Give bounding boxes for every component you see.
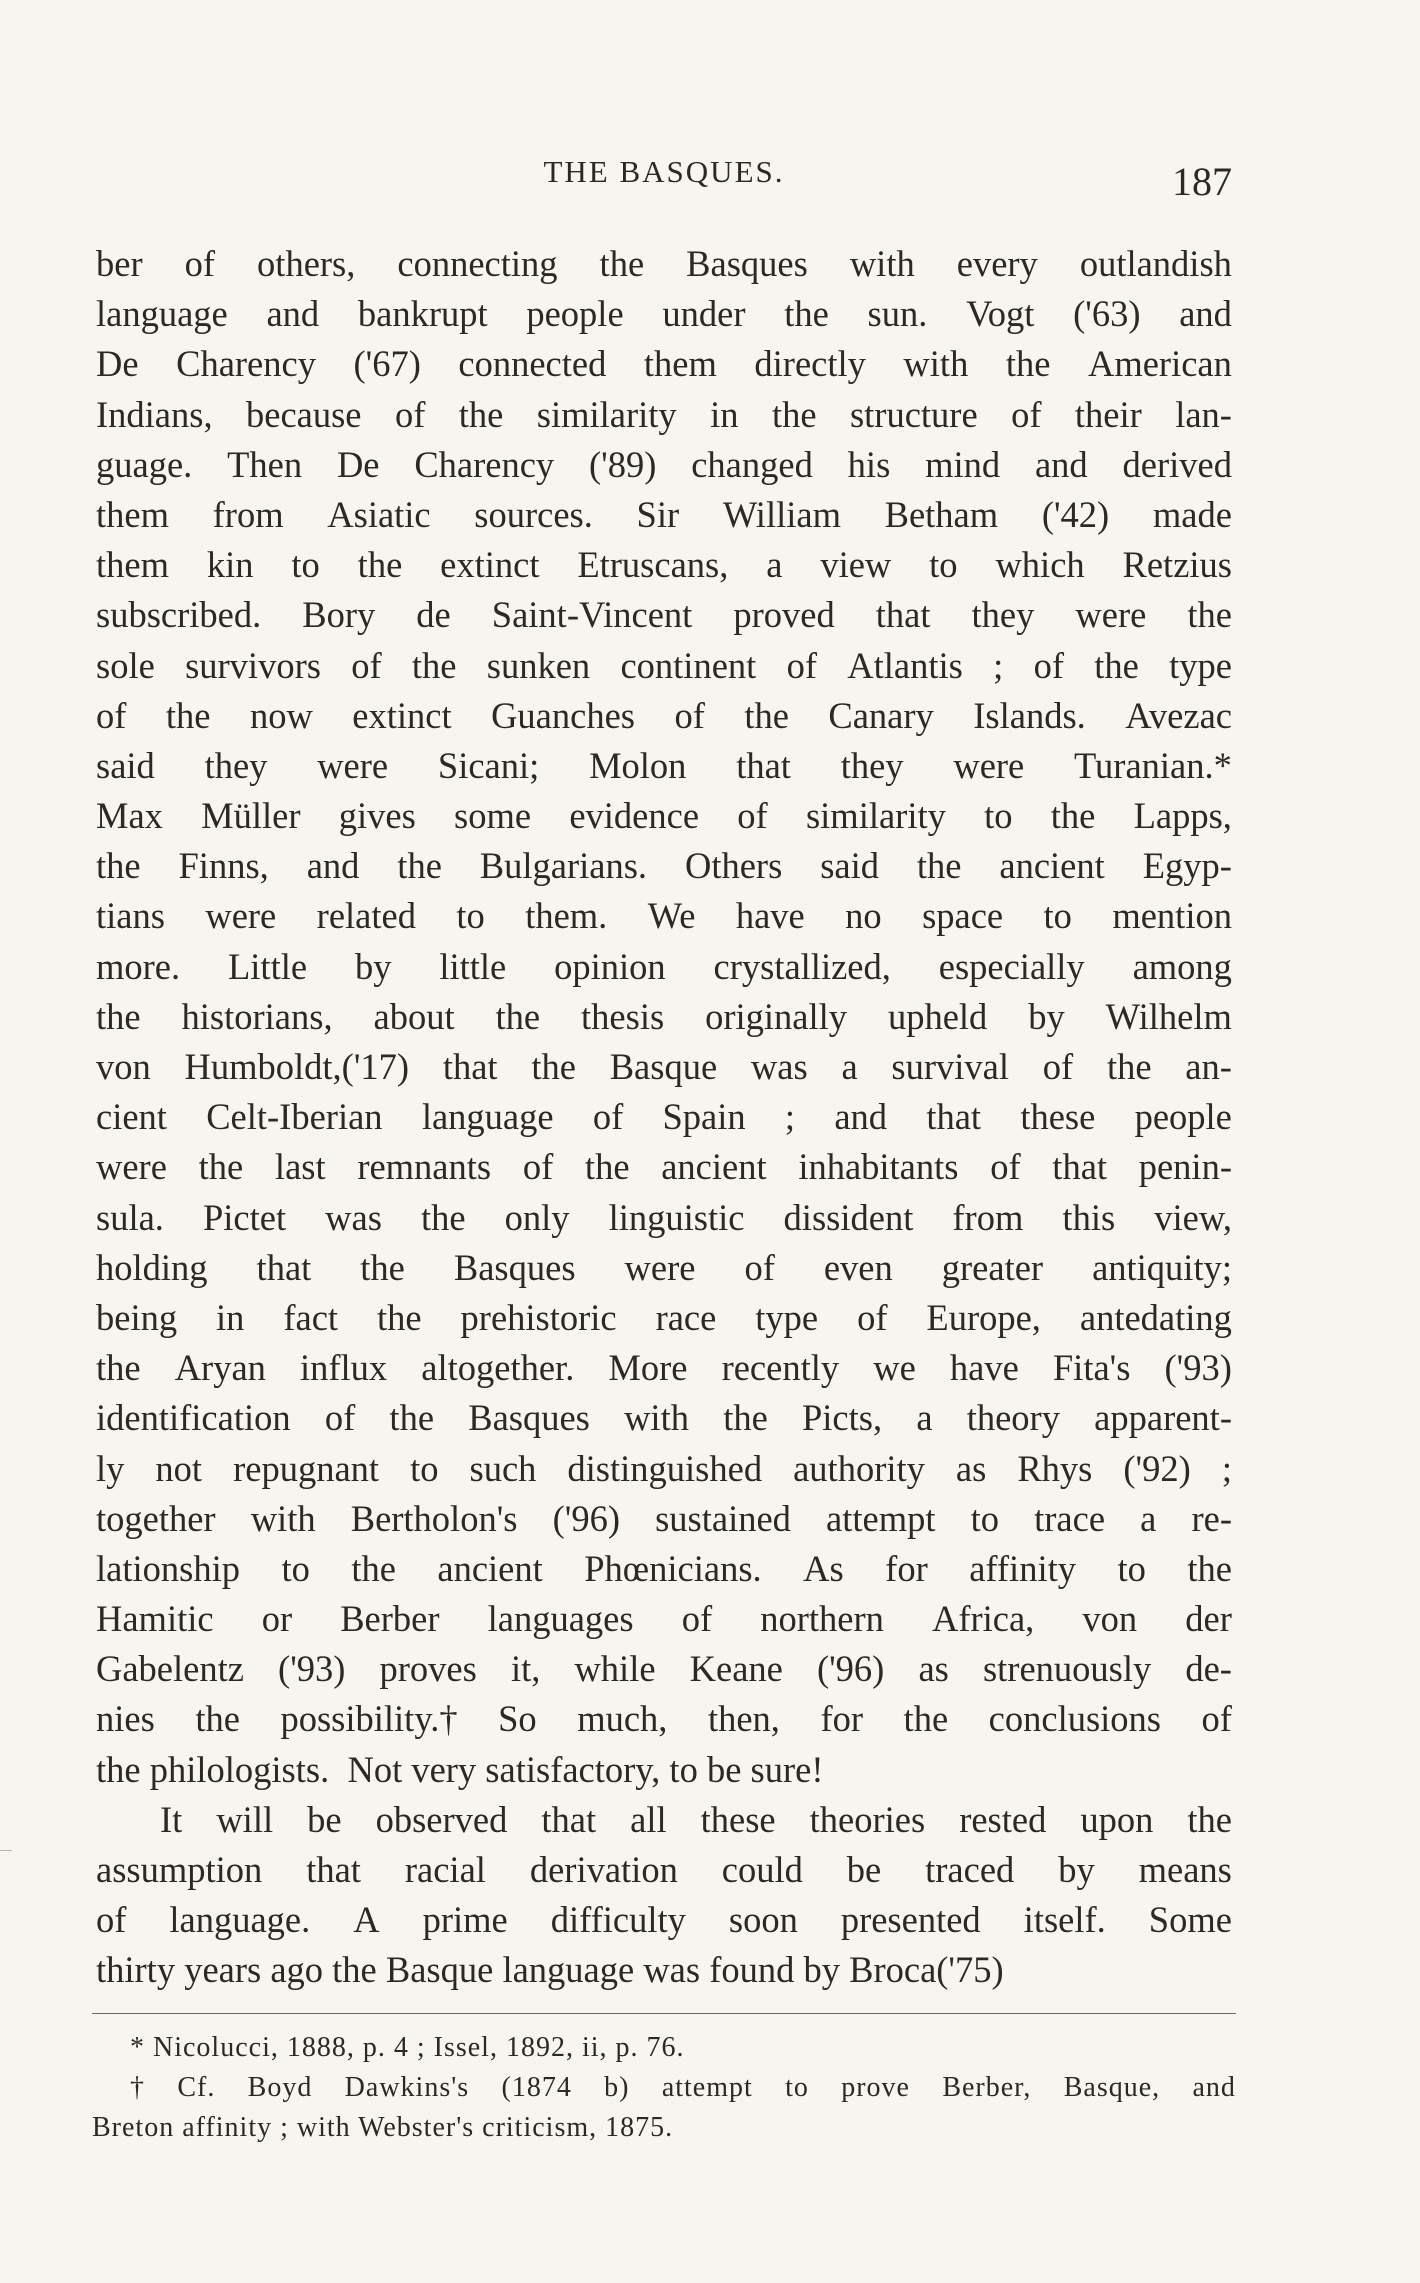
text-line: identification of the Basques with the Picts, a theory apparent- <box>96 1397 1232 1439</box>
page-header <box>96 148 1232 208</box>
text-line: together with Bertholon's ('96) sustained attempt to trace a re- <box>96 1497 1232 1539</box>
text-line: sula. Pictet was the only linguistic dissident from this view, <box>96 1196 1232 1238</box>
text-line: thirty years ago the Basque language was found by Broca('75) <box>96 1949 1004 1991</box>
text-line: of language. A prime difficulty soon presented itself. Some <box>96 1899 1232 1941</box>
text-line: Max Müller gives some evidence of similarity to the Lapps, <box>96 795 1232 837</box>
text-line: the Aryan influx altogether. More recently we have Fita's ('93) <box>96 1347 1232 1389</box>
text-line: language and bankrupt people under the sun. Vogt ('63) and <box>96 293 1232 335</box>
body-text <box>96 239 1232 1996</box>
text-line: nies the possibility.† So much, then, for the conclusions of <box>96 1698 1232 1740</box>
footnote-line: Breton affinity ; with Webster's criticism, 1875. <box>92 2112 674 2143</box>
text-line: Gabelentz ('93) proves it, while Keane ('96) as strenuously de- <box>96 1648 1232 1690</box>
text-line: De Charency ('67) connected them directly with the American <box>96 343 1232 385</box>
text-line: von Humboldt,('17) that the Basque was a survival of the an- <box>96 1046 1232 1087</box>
text-line: of the now extinct Guanches of the Canary Islands. Avezac <box>96 694 1232 736</box>
text-line: lationship to the ancient Phœnicians. As for affinity to the <box>96 1547 1232 1589</box>
footnote-rule <box>92 2013 1236 2014</box>
footnote-line: * Nicolucci, 1888, p. 4 ; Issel, 1892, ii, p. 76. <box>130 2032 685 2063</box>
text-line: holding that the Basques were of even greater antiquity; <box>96 1246 1232 1288</box>
text-line: said they were Sicani; Molon that they were Turanian.* <box>96 744 1232 786</box>
text-line: being in fact the prehistoric race type of Europe, antedating <box>96 1296 1232 1338</box>
footnotes <box>92 2028 1236 2148</box>
text-line: more. Little by little opinion crystallized, especially among <box>96 945 1232 987</box>
text-line: the historians, about the thesis originally upheld by Wilhelm <box>96 995 1232 1037</box>
page-number: 187 <box>1172 159 1232 204</box>
text-line: tians were related to them. We have no space to mention <box>96 895 1232 937</box>
text-line: sole survivors of the sunken continent of Atlantis ; of the type <box>96 644 1232 686</box>
text-line: Indians, because of the similarity in the structure of their lan- <box>96 393 1232 435</box>
text-line: Hamitic or Berber languages of northern Africa, von der <box>96 1598 1232 1640</box>
text-line: It will be observed that all these theories rested upon the <box>160 1798 1232 1840</box>
text-line: were the last remnants of the ancient inhabitants of that penin- <box>96 1146 1232 1188</box>
text-line: them kin to the extinct Etruscans, a view to which Retzius <box>96 544 1232 586</box>
text-line: ber of others, connecting the Basques with every outlandish <box>96 243 1232 284</box>
running-head: THE BASQUES. <box>543 154 785 189</box>
text-line: the Finns, and the Bulgarians. Others said the ancient Egyp- <box>96 845 1232 887</box>
text-line: ly not repugnant to such distinguished authority as Rhys ('92) ; <box>96 1447 1232 1489</box>
margin-mark <box>0 1850 12 1851</box>
text-line: them from Asiatic sources. Sir William Betham ('42) made <box>96 493 1232 535</box>
text-line: cient Celt-Iberian language of Spain ; and that these people <box>96 1096 1232 1138</box>
text-line: subscribed. Bory de Saint-Vincent proved that they were the <box>96 594 1232 636</box>
text-line: the philologists. Not very satisfactory, to be sure! <box>96 1748 824 1790</box>
footnote-line: † Cf. Boyd Dawkins's (1874 b) attempt to prove Berber, Basque, and <box>130 2072 1236 2103</box>
text-line: assumption that racial derivation could be traced by means <box>96 1849 1232 1890</box>
text-line: guage. Then De Charency ('89) changed his mind and derived <box>96 443 1232 485</box>
